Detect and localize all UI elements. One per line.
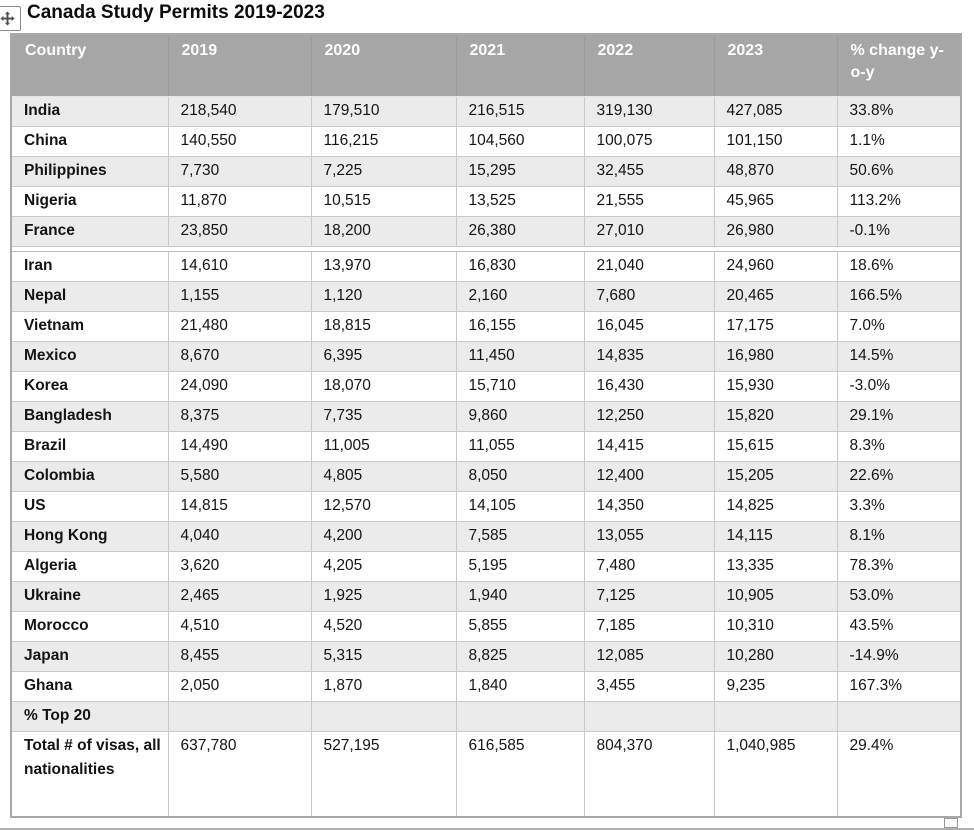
country-cell: US	[11, 491, 168, 521]
table-row	[11, 491, 961, 521]
pct-change-cell: 50.6%	[837, 156, 961, 186]
value-cell: 23,850	[168, 216, 311, 246]
value-cell: 7,585	[456, 521, 584, 551]
table-row	[11, 126, 961, 156]
table-row	[11, 671, 961, 701]
value-cell: 1,155	[168, 281, 311, 311]
value-cell: 14,490	[168, 431, 311, 461]
value-cell: 218,540	[168, 96, 311, 126]
value-cell: 116,215	[311, 126, 456, 156]
table-row	[11, 186, 961, 216]
header-2021: 2021	[456, 34, 584, 96]
value-cell: 3,455	[584, 671, 714, 701]
pct-change-cell: 1.1%	[837, 126, 961, 156]
value-cell: 24,960	[714, 251, 837, 281]
value-cell: 14,115	[714, 521, 837, 551]
value-cell: 13,970	[311, 251, 456, 281]
pct-change-cell: 8.3%	[837, 431, 961, 461]
table-body	[11, 96, 961, 817]
pct-change-cell: -3.0%	[837, 371, 961, 401]
value-cell: 140,550	[168, 126, 311, 156]
country-cell: France	[11, 216, 168, 246]
value-cell: 4,205	[311, 551, 456, 581]
value-cell: 4,510	[168, 611, 311, 641]
value-cell	[584, 701, 714, 731]
value-cell: 1,840	[456, 671, 584, 701]
study-permits-table	[10, 33, 962, 818]
value-cell: 1,940	[456, 581, 584, 611]
value-cell: 16,980	[714, 341, 837, 371]
value-cell: 7,125	[584, 581, 714, 611]
pct-change-cell: -0.1%	[837, 216, 961, 246]
table-row	[11, 581, 961, 611]
pct-change-cell	[837, 701, 961, 731]
value-cell: 8,375	[168, 401, 311, 431]
pct-change-cell: 78.3%	[837, 551, 961, 581]
table-row	[11, 551, 961, 581]
value-cell: 14,825	[714, 491, 837, 521]
value-cell	[714, 701, 837, 731]
value-cell: 11,005	[311, 431, 456, 461]
country-cell: Ukraine	[11, 581, 168, 611]
value-cell: 4,805	[311, 461, 456, 491]
value-cell: 16,045	[584, 311, 714, 341]
country-cell: % Top 20	[11, 701, 168, 731]
value-cell: 616,585	[456, 731, 584, 817]
header-row	[11, 34, 961, 96]
value-cell: 5,315	[311, 641, 456, 671]
value-cell: 1,120	[311, 281, 456, 311]
pct-change-cell: 14.5%	[837, 341, 961, 371]
value-cell: 5,580	[168, 461, 311, 491]
value-cell: 2,160	[456, 281, 584, 311]
value-cell: 1,870	[311, 671, 456, 701]
value-cell: 9,235	[714, 671, 837, 701]
value-cell: 14,835	[584, 341, 714, 371]
value-cell: 32,455	[584, 156, 714, 186]
country-cell: Algeria	[11, 551, 168, 581]
value-cell: 179,510	[311, 96, 456, 126]
country-cell: Brazil	[11, 431, 168, 461]
table-resize-handle[interactable]	[944, 818, 958, 828]
value-cell: 12,250	[584, 401, 714, 431]
value-cell: 15,205	[714, 461, 837, 491]
pct-change-cell: 33.8%	[837, 96, 961, 126]
value-cell: 319,130	[584, 96, 714, 126]
country-cell: Ghana	[11, 671, 168, 701]
country-cell: China	[11, 126, 168, 156]
value-cell: 13,055	[584, 521, 714, 551]
country-cell: Total # of visas, all nationalities	[11, 731, 168, 817]
value-cell: 14,415	[584, 431, 714, 461]
country-cell: Colombia	[11, 461, 168, 491]
pct-change-cell: 166.5%	[837, 281, 961, 311]
value-cell: 12,400	[584, 461, 714, 491]
value-cell: 26,380	[456, 216, 584, 246]
value-cell: 2,465	[168, 581, 311, 611]
pct-change-cell: 7.0%	[837, 311, 961, 341]
country-cell: India	[11, 96, 168, 126]
value-cell: 9,860	[456, 401, 584, 431]
header-country: Country	[11, 34, 168, 96]
value-cell: 21,555	[584, 186, 714, 216]
country-cell: Hong Kong	[11, 521, 168, 551]
value-cell: 18,815	[311, 311, 456, 341]
country-cell: Nigeria	[11, 186, 168, 216]
country-cell: Korea	[11, 371, 168, 401]
value-cell: 17,175	[714, 311, 837, 341]
value-cell: 16,830	[456, 251, 584, 281]
country-cell: Japan	[11, 641, 168, 671]
value-cell: 12,085	[584, 641, 714, 671]
value-cell: 4,040	[168, 521, 311, 551]
value-cell: 15,710	[456, 371, 584, 401]
value-cell: 3,620	[168, 551, 311, 581]
value-cell: 11,870	[168, 186, 311, 216]
value-cell: 10,905	[714, 581, 837, 611]
value-cell: 100,075	[584, 126, 714, 156]
value-cell: 13,335	[714, 551, 837, 581]
table-row	[11, 461, 961, 491]
pct-change-cell: 167.3%	[837, 671, 961, 701]
value-cell	[456, 701, 584, 731]
value-cell: 14,105	[456, 491, 584, 521]
value-cell: 427,085	[714, 96, 837, 126]
page-title: Canada Study Permits 2019-2023	[27, 2, 325, 23]
table-row	[11, 521, 961, 551]
header-2022: 2022	[584, 34, 714, 96]
value-cell: 15,820	[714, 401, 837, 431]
value-cell: 7,225	[311, 156, 456, 186]
pct-change-cell: 43.5%	[837, 611, 961, 641]
value-cell: 11,055	[456, 431, 584, 461]
value-cell: 16,155	[456, 311, 584, 341]
value-cell: 18,070	[311, 371, 456, 401]
table-row	[11, 641, 961, 671]
value-cell: 14,815	[168, 491, 311, 521]
value-cell: 21,480	[168, 311, 311, 341]
move-icon	[0, 11, 15, 26]
value-cell: 15,295	[456, 156, 584, 186]
pct-change-cell: 22.6%	[837, 461, 961, 491]
table-row	[11, 156, 961, 186]
value-cell: 10,280	[714, 641, 837, 671]
value-cell: 24,090	[168, 371, 311, 401]
value-cell: 5,855	[456, 611, 584, 641]
value-cell: 14,350	[584, 491, 714, 521]
value-cell: 6,395	[311, 341, 456, 371]
value-cell: 18,200	[311, 216, 456, 246]
country-cell: Morocco	[11, 611, 168, 641]
value-cell: 16,430	[584, 371, 714, 401]
value-cell: 10,515	[311, 186, 456, 216]
value-cell: 8,050	[456, 461, 584, 491]
value-cell: 45,965	[714, 186, 837, 216]
value-cell: 1,040,985	[714, 731, 837, 817]
pct-change-cell: 29.4%	[837, 731, 961, 817]
value-cell: 527,195	[311, 731, 456, 817]
table-row	[11, 251, 961, 281]
value-cell: 14,610	[168, 251, 311, 281]
value-cell: 8,670	[168, 341, 311, 371]
value-cell: 2,050	[168, 671, 311, 701]
value-cell: 12,570	[311, 491, 456, 521]
value-cell: 7,480	[584, 551, 714, 581]
table-row	[11, 311, 961, 341]
table-row	[11, 731, 961, 817]
value-cell: 26,980	[714, 216, 837, 246]
value-cell: 101,150	[714, 126, 837, 156]
country-cell: Philippines	[11, 156, 168, 186]
pct-change-cell: 53.0%	[837, 581, 961, 611]
table-row	[11, 611, 961, 641]
pct-change-cell: 29.1%	[837, 401, 961, 431]
pct-change-cell: 113.2%	[837, 186, 961, 216]
table-row	[11, 96, 961, 126]
value-cell: 804,370	[584, 731, 714, 817]
value-cell: 104,560	[456, 126, 584, 156]
value-cell: 4,200	[311, 521, 456, 551]
country-cell: Mexico	[11, 341, 168, 371]
table-header	[11, 34, 961, 96]
value-cell: 48,870	[714, 156, 837, 186]
table-row	[11, 401, 961, 431]
table-move-handle[interactable]	[0, 6, 21, 31]
value-cell: 7,730	[168, 156, 311, 186]
value-cell: 5,195	[456, 551, 584, 581]
value-cell: 8,825	[456, 641, 584, 671]
value-cell: 7,735	[311, 401, 456, 431]
country-cell: Bangladesh	[11, 401, 168, 431]
country-cell: Vietnam	[11, 311, 168, 341]
value-cell: 15,615	[714, 431, 837, 461]
pct-change-cell: -14.9%	[837, 641, 961, 671]
value-cell: 21,040	[584, 251, 714, 281]
value-cell: 11,450	[456, 341, 584, 371]
header-2019: 2019	[168, 34, 311, 96]
table-row	[11, 701, 961, 731]
header-2020: 2020	[311, 34, 456, 96]
value-cell: 637,780	[168, 731, 311, 817]
country-cell: Nepal	[11, 281, 168, 311]
value-cell: 4,520	[311, 611, 456, 641]
header-pct-change: % change y-o-y	[837, 34, 961, 96]
value-cell: 7,185	[584, 611, 714, 641]
pct-change-cell: 18.6%	[837, 251, 961, 281]
value-cell	[311, 701, 456, 731]
header-2023: 2023	[714, 34, 837, 96]
country-cell: Iran	[11, 251, 168, 281]
value-cell: 15,930	[714, 371, 837, 401]
value-cell: 13,525	[456, 186, 584, 216]
table-row	[11, 281, 961, 311]
value-cell: 7,680	[584, 281, 714, 311]
table-row	[11, 371, 961, 401]
value-cell: 1,925	[311, 581, 456, 611]
table-row	[11, 341, 961, 371]
value-cell: 8,455	[168, 641, 311, 671]
value-cell: 27,010	[584, 216, 714, 246]
pct-change-cell: 3.3%	[837, 491, 961, 521]
pct-change-cell: 8.1%	[837, 521, 961, 551]
value-cell	[168, 701, 311, 731]
table-row	[11, 431, 961, 461]
value-cell: 10,310	[714, 611, 837, 641]
value-cell: 20,465	[714, 281, 837, 311]
table-row	[11, 216, 961, 246]
value-cell: 216,515	[456, 96, 584, 126]
